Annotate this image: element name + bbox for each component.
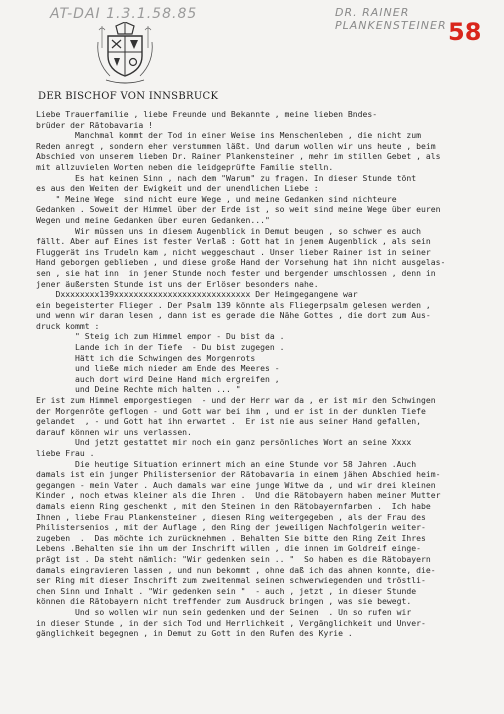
- letter-line: liebe Frau .: [36, 448, 95, 458]
- letter-line: Und jetzt gestattet mir noch ein ganz persönliches Wort an seine Xxxx: [36, 437, 412, 448]
- letter-line: Lande ich in der Tiefe - Du bist zugegen .: [36, 342, 285, 353]
- letter-line: es aus den Weiten der Ewigkeit und der unendlichen Liebe :: [36, 183, 319, 194]
- letter-line: ein begeisterter Flieger . Der Psalm 139 könnte als Fliegerpsalm gelesen werden ,: [36, 299, 431, 310]
- letter-line: Hätt ich die Schwingen des Morgenrots: [36, 352, 256, 363]
- letter-line: Abschied von unserem lieben Dr. Rainer Plankensteiner , mehr im stillen Gebet , als: [36, 151, 441, 162]
- letter-line: Reden anregt , sondern eher verstummen läßt. Und darum wollen wir uns heute , beim: [36, 140, 436, 151]
- letter-line: Manchmal kommt der Tod in einer Weise ins Menschenleben , die nicht zum: [36, 130, 421, 141]
- letter-line: Fluggerät ins Trudeln kam , nicht weggeschaut . Unser lieber Rainer ist in seiner: [36, 246, 431, 257]
- letter-line: Er ist zum Himmel emporgestiegen - und der Herr war da , er ist mir den Schwingen: [36, 395, 436, 406]
- handwritten-archive-reference: AT-DAI 1.3.1.58.85: [50, 6, 198, 22]
- letter-line: Gedanken . Soweit der Himmel über der Erde ist , so weit sind meine Wege über euren: [36, 204, 441, 215]
- letter-line: jener äußersten Stunde ist uns der Erlöser besonders nahe.: [36, 278, 319, 289]
- letter-line: gänglichkeit begegnen , in Demut zu Gott in den Rufen des Kyrie .: [36, 628, 353, 639]
- letter-line: " Meine Wege sind nicht eure Wege , und meine Gedanken sind nichteure: [36, 193, 397, 204]
- letter-line: Philistersenios , mit der Auflage , den Ring der jeweiligen Nachfolgerin weiter-: [36, 522, 426, 533]
- letter-line: in dieser Stunde , in der sich Tod und Herrlichkeit , Vergänglichkeit und Unver-: [36, 617, 426, 628]
- letter-line: der Morgenröte geflogen - und Gott war bei ihm , und er ist in der dunklen Tiefe: [36, 405, 426, 416]
- letter-line: damals eingravieren lassen , und nun bekommt , ohne daß ich das ahnen konnte, die-: [36, 564, 436, 575]
- letter-line: und wenn wir daran lesen , dann ist es gerade die Nähe Gottes , die dort zum Aus-: [36, 310, 431, 321]
- letter-line: Wir müssen uns in diesem Augenblick in Demut beugen , so schwer es auch: [36, 225, 421, 236]
- letter-line: gelandet , - und Gott hat ihn erwartet . Er ist nie aus seiner Hand gefallen,: [36, 416, 421, 427]
- letter-line: Es hat keinen Sinn , nach dem "Warum" zu fragen. In dieser Stunde tönt: [36, 172, 417, 183]
- letter-line: prägt ist . Da steht nämlich: "Wir gedenken sein .. " So haben es die Rätobayern: [36, 553, 431, 564]
- letter-line: mit allzuvielen Worten neben die leidgeprüfte Familie stelln.: [36, 161, 334, 172]
- letter-line: chen Sinn und Inhalt . "Wir gedenken sein " - auch , jetzt , in dieser Stunde: [36, 585, 417, 596]
- letter-line: ser Ring mit dieser Inschrift zum zweitenmal seinen schwerwiegenden und tröstli-: [36, 575, 426, 586]
- letter-line: brüder der Rätobavaria !: [36, 119, 153, 130]
- letter-line: damals ist ein junger Philistersenior der Rätobavaria in einem jähen Abschied heim-: [36, 469, 441, 480]
- letterhead-title: DER BISCHOF VON INNSBRUCK: [38, 91, 219, 102]
- letter-line: gegangen - mein Vater . Auch damals war eine junge Witwe da , und wir drei kleinen: [36, 479, 436, 490]
- letter-line: Und so wollen wir nun sein gedenken und der Seinen . Un so rufen wir: [36, 606, 412, 617]
- letter-line: zugeben . Das möchte ich zurücknehmen . Behalten Sie bitte den Ring Zeit Ihres: [36, 532, 426, 543]
- bishop-crest-logo: [92, 22, 158, 88]
- letter-line: druck kommt :: [36, 320, 100, 331]
- letter-line: " Steig ich zum Himmel empor - Du bist da .: [36, 331, 285, 342]
- letter-line: Ihnen , liebe Frau Plankensteiner , diesen Ring weitergegeben , als der Frau des: [36, 511, 426, 522]
- letter-line: Lebens .Behalten sie ihn um der Inschrift willen , die innen im Goldreif einge-: [36, 543, 421, 554]
- letter-line: und ließe mich nieder am Ende des Meeres -: [36, 363, 280, 374]
- letter-line: damals eienn Ring geschenkt , mit den Steinen in den Rätobayernfarben . Ich habe: [36, 500, 431, 511]
- handwritten-page-number: 58: [448, 18, 482, 46]
- letter-line: Hand geborgen geblieben , und diese große Hand der Vorsehung hat ihn nicht ausgelas-: [36, 257, 446, 268]
- handwritten-name-note: DR. RAINER PLANKENSTEINER: [335, 6, 447, 32]
- letter-line: Die heutige Situation erinnert mich an eine Stunde vor 58 Jahren .Auch: [36, 458, 417, 469]
- letter-line: Wegen und meine Gedanken über euren Gedanken...": [36, 214, 270, 225]
- letter-line: auch dort wird Deine Hand mich ergreifen ,: [36, 373, 280, 384]
- letter-line: Liebe Trauerfamilie , liebe Freunde und Bekannte , meine lieben Bndes-: [36, 109, 378, 119]
- letter-line: Dxxxxxxxx139xxxxxxxxxxxxxxxxxxxxxxxxxxxx Der Heimgegangene war: [36, 289, 358, 300]
- letter-line: können die Rätobayern nicht treffender zum Ausdruck bringen , was sie bewegt.: [36, 596, 412, 607]
- letter-body: [36, 109, 500, 639]
- letter-line: Kinder , noch etwas kleiner als die Ihren . Und die Rätobayern haben meiner Mutter: [36, 490, 441, 501]
- letter-line: und Deine Rechte mich halten ... ": [36, 384, 241, 395]
- letter-line: fällt. Aber auf Eines ist fester Verlaß : Gott hat in jenem Augenblick , als sein: [36, 236, 431, 247]
- letter-line: darauf können wir uns verlassen.: [36, 426, 192, 437]
- letter-line: sen , sie hat inn in jener Stunde noch fester und bergender umschlossen , denn in: [36, 267, 436, 278]
